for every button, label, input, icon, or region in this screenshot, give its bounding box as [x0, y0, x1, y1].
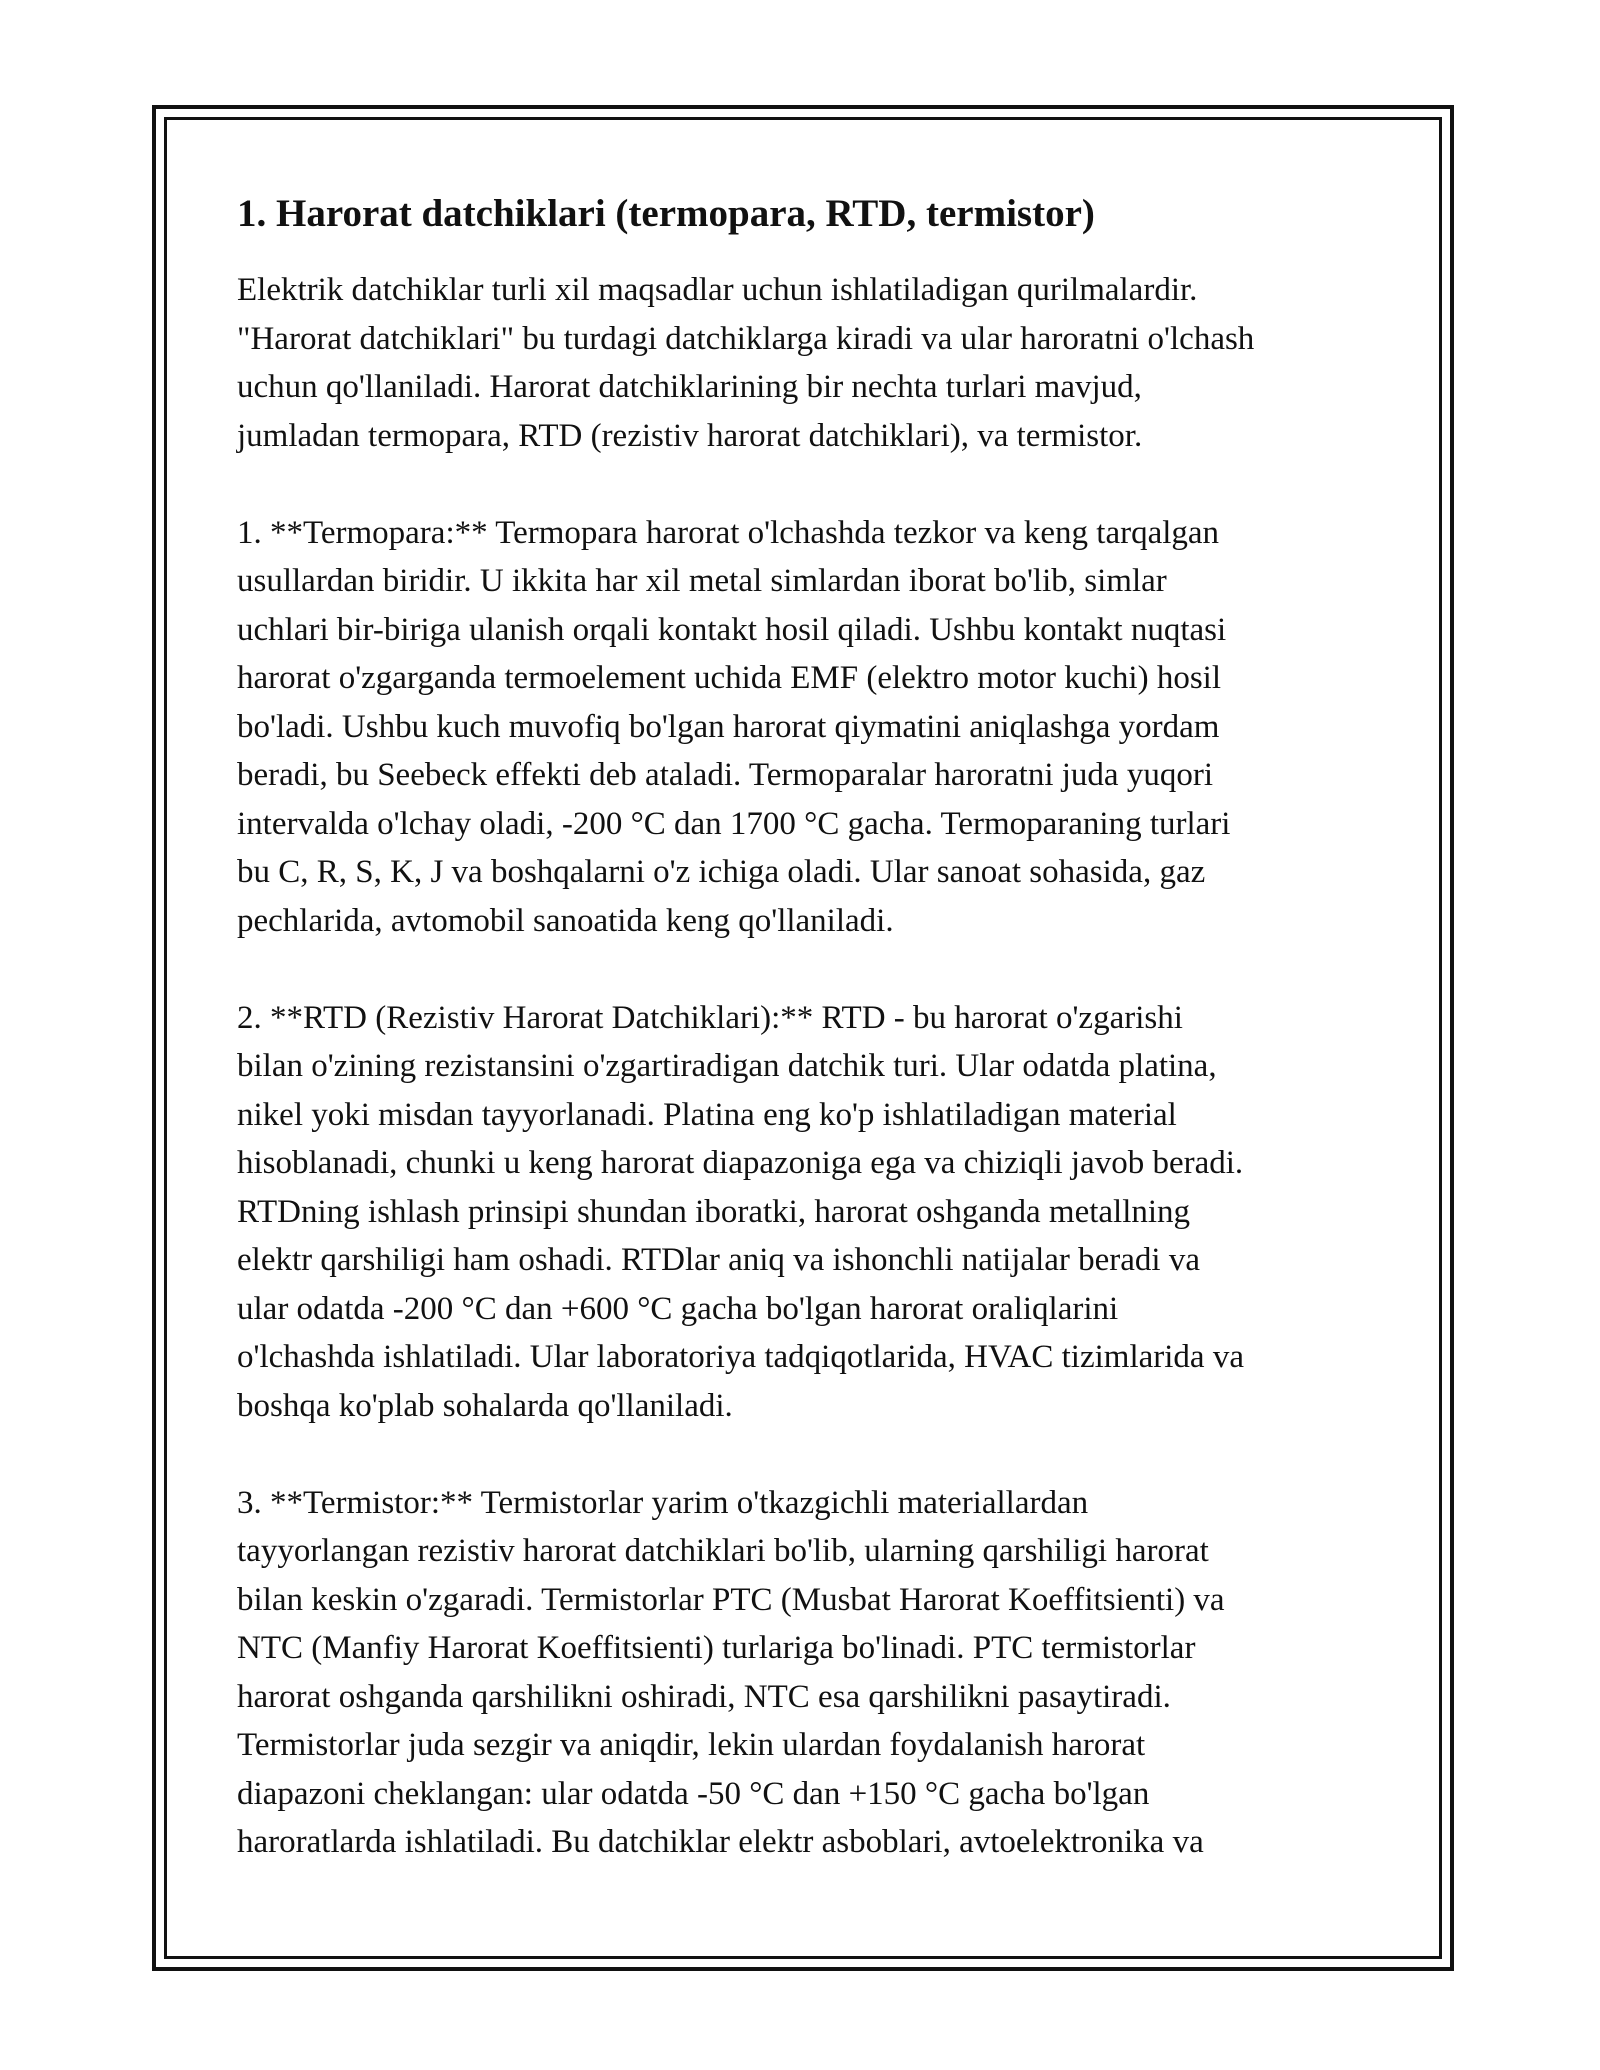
text-line: 3. **Termistor:** Termistorlar yarim o'tkazgichli materiallardan	[237, 1484, 1089, 1521]
text-line: boshqa ko'plab sohalarda qo'llaniladi.	[237, 1387, 733, 1424]
paragraph-termopara	[237, 509, 1377, 946]
text-line: harorat oshganda qarshilikni oshiradi, NTC esa qarshilikni pasaytiradi.	[237, 1678, 1171, 1715]
paragraph-termistor	[237, 1479, 1377, 1867]
text-line: 1. **Termopara:** Termopara harorat o'lchashda tezkor va keng tarqalgan	[237, 514, 1220, 551]
text-line: haroratlarda ishlatiladi. Bu datchiklar elektr asboblari, avtoelektronika va	[237, 1824, 1204, 1860]
text-line: tayyorlangan rezistiv harorat datchiklari bo'lib, ularning qarshiligi harorat	[237, 1533, 1209, 1569]
text-line: bilan keskin o'zgaradi. Termistorlar PTC (Musbat Harorat Koeffitsienti) va	[237, 1581, 1225, 1618]
text-line: uchun qo'llaniladi. Harorat datchiklarining bir nechta turlari mavjud,	[237, 369, 1142, 405]
text-line: "Harorat datchiklari" bu turdagi datchiklarga kiradi va ular haroratni o'lchash	[237, 320, 1255, 357]
text-line: bu C, R, S, K, J va boshqalarni o'z ichiga oladi. Ular sanoat sohasida, gaz	[237, 854, 1206, 890]
document-title: 1. Harorat datchiklari (termopara, RTD, termistor)	[237, 192, 1095, 235]
text-line: nikel yoki misdan tayyorlanadi. Platina eng ko'p ishlatiladigan material	[237, 1096, 1177, 1133]
text-line: harorat o'zgarganda termoelement uchida EMF (elektro motor kuchi) hosil	[237, 660, 1222, 696]
text-line: Termistorlar juda sezgir va aniqdir, lekin ulardan foydalanish harorat	[237, 1727, 1146, 1763]
text-line: 2. **RTD (Rezistiv Harorat Datchiklari):** RTD - bu harorat o'zgarishi	[237, 999, 1183, 1036]
text-line: uchlari bir-biriga ulanish orqali kontakt hosil qiladi. Ushbu kontakt nuqtasi	[237, 611, 1227, 648]
text-line: ular odatda -200 °C dan +600 °C gacha bo'lgan harorat oraliqlarini	[237, 1290, 1119, 1327]
text-line: bilan o'zining rezistansini o'zgartiradigan datchik turi. Ular odatda platina,	[237, 1048, 1217, 1084]
text-line: beradi, bu Seebeck effekti deb ataladi. Termoparalar haroratni juda yuqori	[237, 757, 1213, 793]
text-line: jumladan termopara, RTD (rezistiv harorat datchiklari), va termistor.	[237, 417, 1143, 454]
text-line: Elektrik datchiklar turli xil maqsadlar uchun ishlatiladigan qurilmalardir.	[237, 272, 1198, 308]
text-line: intervalda o'lchay oladi, -200 °C dan 1700 °C gacha. Termoparaning turlari	[237, 805, 1231, 842]
text-line: RTDning ishlash prinsipi shundan iboratki, harorat oshganda metallning	[237, 1193, 1191, 1230]
text-line: o'lchashda ishlatiladi. Ular laboratoriya tadqiqotlarida, HVAC tizimlarida va	[237, 1339, 1244, 1375]
text-line: bo'ladi. Ushbu kuch muvofiq bo'lgan harorat qiymatini aniqlashga yordam	[237, 708, 1220, 745]
text-line: diapazoni cheklangan: ular odatda -50 °C dan +150 °C gacha bo'lgan	[237, 1775, 1150, 1812]
paragraph-intro	[237, 266, 1377, 460]
document-body	[237, 188, 1377, 1915]
text-line: hisoblanadi, chunki u keng harorat diapazoniga ega va chiziqli javob beradi.	[237, 1145, 1244, 1181]
text-line: usullardan biridir. U ikkita har xil metal simlardan iborat bo'lib, simlar	[237, 563, 1167, 599]
text-line: elektr qarshiligi ham oshadi. RTDlar aniq va ishonchli natijalar beradi va	[237, 1242, 1200, 1278]
paragraph-rtd	[237, 994, 1377, 1431]
text-line: NTC (Manfiy Harorat Koeffitsienti) turlariga bo'linadi. PTC termistorlar	[237, 1630, 1196, 1666]
text-line: pechlarida, avtomobil sanoatida keng qo'llaniladi.	[237, 902, 894, 939]
